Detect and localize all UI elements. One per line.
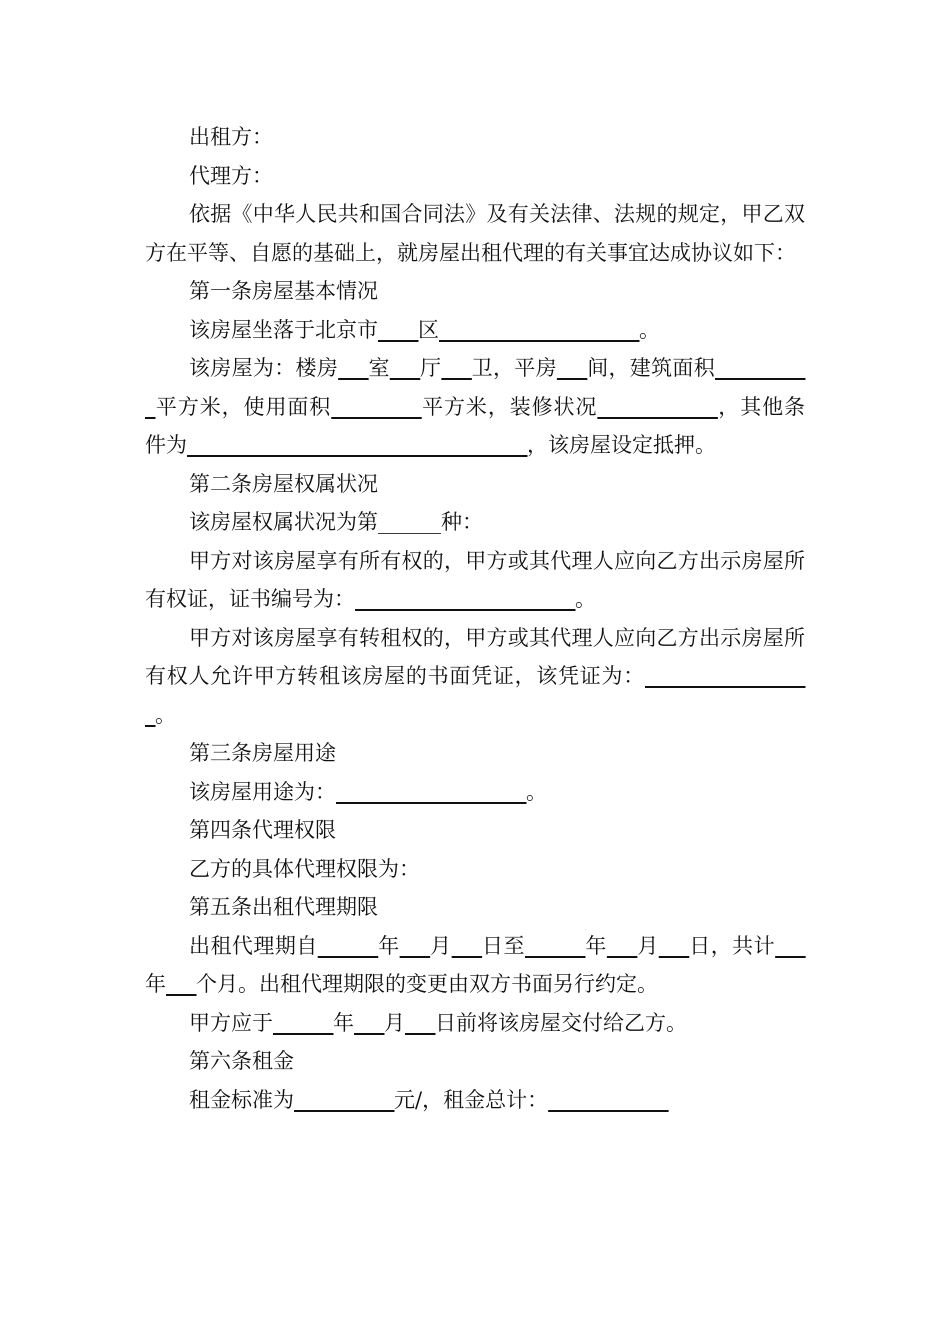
rent-total-blank: ____________ <box>548 1086 669 1112</box>
certificate-number-blank: ______________________ <box>355 586 575 611</box>
delivery-text-4: 日前将该房屋交付给乙方。 <box>435 1010 687 1035</box>
ownership-status-paragraph: 该房屋权属状况为第______种： <box>189 510 483 534</box>
other-conditions-blank: __________________________________ <box>187 432 527 457</box>
article6-title: 第六条租金 <box>189 1049 294 1073</box>
rent-text-1: 租金标准为 <box>189 1087 294 1112</box>
start-day-blank: ___ <box>451 932 482 958</box>
owner-text-1: 甲方对该房屋享有所有权的，甲方或其代理人应向乙方出示房屋所有权证，证书编号为： <box>145 548 805 611</box>
period-text-2: 年 <box>377 933 400 958</box>
preamble-paragraph: 依据《中华人民共和国合同法》及有关法律、法规的规定，甲乙双方在平等、自愿的基础上，就房屋出租代理的有关事宜达成协议如下： <box>145 202 805 265</box>
sublease-text-1: 甲方对该房屋享有转租权的，甲方或其代理人应向乙方出示房屋所有权人允许甲方转租该房屋的书面凭证，该凭证为： <box>145 625 805 688</box>
article3-title: 第三条房屋用途 <box>189 741 336 765</box>
end-year-blank: ______ <box>524 932 585 958</box>
delivery-month-blank: ___ <box>354 1009 384 1035</box>
usable-area-blank: _________ <box>331 393 422 419</box>
delivery-text-3: 月 <box>384 1010 405 1035</box>
location-text-1: 该房屋坐落于北京市 <box>189 317 378 342</box>
delivery-year-blank: ______ <box>273 1009 333 1035</box>
contract-body <box>145 118 805 1119</box>
owner-text-2: 。 <box>575 587 596 611</box>
delivery-paragraph <box>145 1004 805 1043</box>
article4-title: 第四条代理权限 <box>189 818 336 842</box>
rooms-blank: ___ <box>338 355 369 380</box>
layout-paragraph <box>145 349 805 465</box>
period-text-8: 年 <box>145 972 166 996</box>
delivery-day-blank: ___ <box>405 1009 435 1035</box>
period-text-6: 月 <box>636 933 659 958</box>
agent-label: 代理方： <box>189 163 273 188</box>
start-year-blank: ______ <box>317 932 378 958</box>
usage-blank: ___________________ <box>336 778 526 804</box>
start-month-blank: ___ <box>399 932 430 958</box>
district-blank: ____ <box>378 316 418 342</box>
article2-title: 第二条房屋权属状况 <box>189 471 378 496</box>
rent-text-2: 元/，租金总计： <box>394 1087 549 1112</box>
period-text-7: 日，共计 <box>688 933 776 958</box>
end-month-blank: ___ <box>606 932 637 958</box>
total-years-blank: ___ <box>775 932 806 958</box>
lessor-label: 出租方： <box>189 125 273 149</box>
sublease-paragraph <box>145 619 805 735</box>
owner-paragraph <box>145 542 805 619</box>
building-area-blank: __________ <box>145 355 806 419</box>
halls-blank: ___ <box>389 355 420 380</box>
layout-text-2: 室 <box>368 356 390 380</box>
address-blank: ____________________ <box>439 316 639 342</box>
usage-text-2: 。 <box>526 779 547 804</box>
location-paragraph <box>145 311 805 350</box>
delivery-text-1: 甲方应于 <box>189 1010 273 1035</box>
layout-text-1: 该房屋为：楼房 <box>189 356 339 380</box>
total-months-blank: ___ <box>166 971 196 996</box>
period-text-4: 日至 <box>481 933 525 958</box>
period-text-3: 月 <box>429 933 452 958</box>
article5-title: 第五条出租代理期限 <box>189 895 378 919</box>
rent-standard-blank: __________ <box>294 1086 394 1112</box>
layout-text-3: 厅 <box>419 356 442 380</box>
usage-paragraph <box>145 773 805 812</box>
location-text-2: 区 <box>418 317 439 342</box>
baths-blank: ___ <box>441 355 472 380</box>
period-text-5: 年 <box>584 933 607 958</box>
sublease-proof-blank: _________________ <box>145 663 805 727</box>
end-day-blank: ___ <box>658 932 689 958</box>
layout-text-5: 间，建筑面积 <box>586 356 716 380</box>
bungalow-rooms-blank: ___ <box>556 355 587 380</box>
layout-text-6: 平方米，使用面积 <box>155 394 332 419</box>
period-paragraph <box>145 927 805 1004</box>
period-text-1: 出租代理期自 <box>189 933 318 958</box>
location-text-3: 。 <box>639 317 660 342</box>
usage-text-1: 该房屋用途为： <box>189 779 336 804</box>
layout-text-9: ，该房屋设定抵押。 <box>527 433 716 457</box>
layout-text-7: 平方米，装修状况 <box>421 394 598 419</box>
period-text-9: 个月。出租代理期限的变更由双方书面另行约定。 <box>196 972 658 996</box>
layout-text-8: ，其他条件为 <box>145 394 806 457</box>
delivery-text-2: 年 <box>333 1010 354 1035</box>
article1-title: 第一条房屋基本情况 <box>189 279 378 303</box>
scope-paragraph: 乙方的具体代理权限为： <box>189 856 420 881</box>
sublease-text-2: 。 <box>155 702 176 727</box>
rent-paragraph <box>145 1081 805 1120</box>
decoration-blank: ____________ <box>597 393 718 419</box>
layout-text-4: 卫，平房 <box>471 356 557 380</box>
